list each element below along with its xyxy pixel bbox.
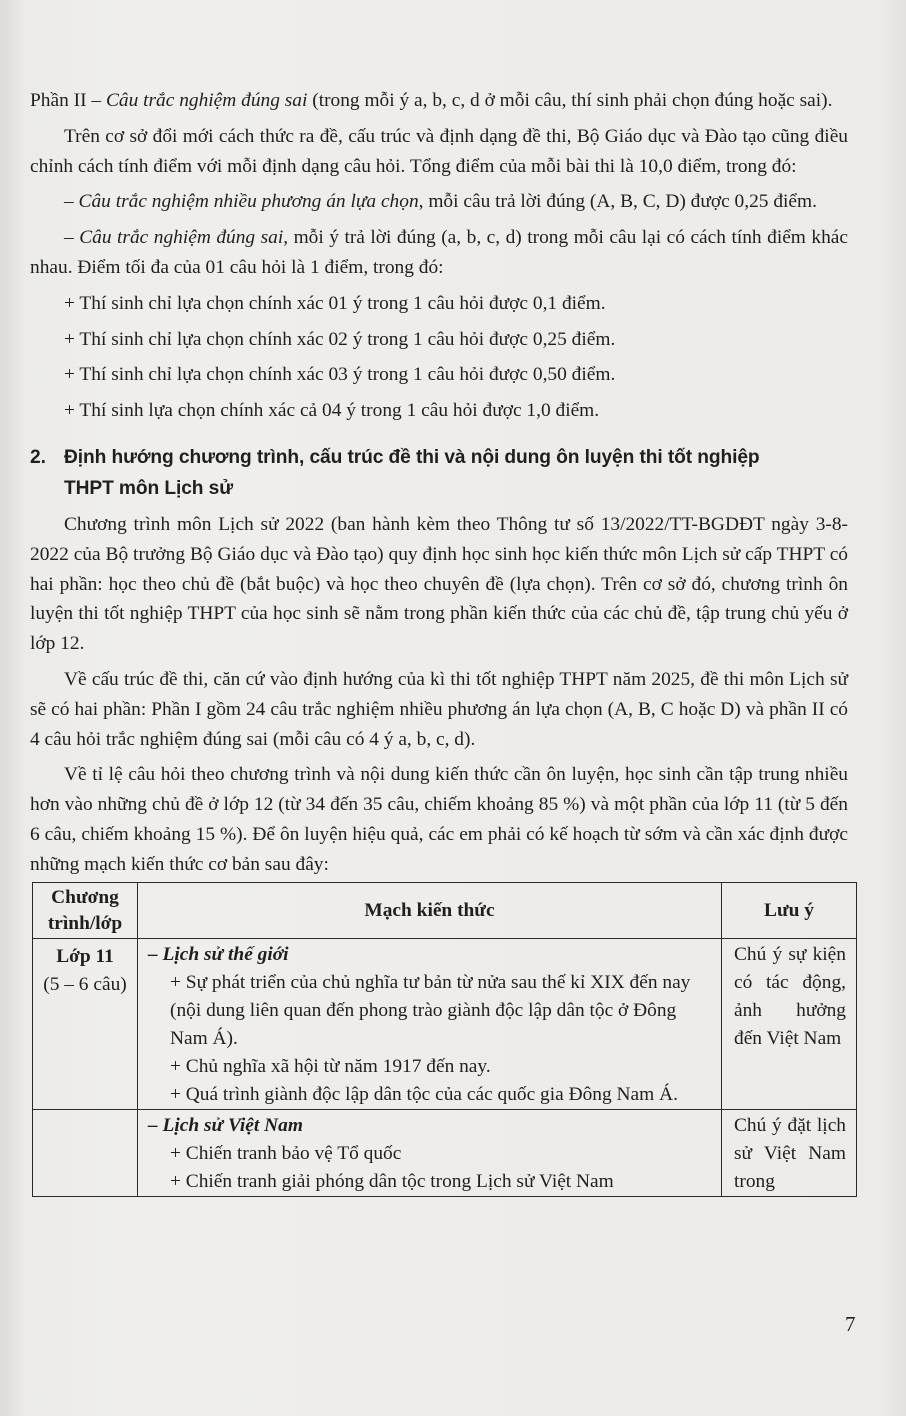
scoring-item: + Thí sinh chỉ lựa chọn chính xác 03 ý trong 1 câu hỏi được 0,50 điểm.	[64, 364, 616, 386]
section-title-line2: THPT môn Lịch sử	[64, 477, 233, 499]
program-paragraph: Chương trình môn Lịch sử 2022 (ban hành kèm theo Thông tư số 13/2022/TT-BGDĐT ngày 3-8-2022 của Bộ trưởng Bộ Giáo dục và Đào tạo) quy định học sinh học kiến thức môn Lịch sử cấp THPT có hai phần: học theo chủ đề (bắt buộc) và học theo chuyên đề (lựa chọn). Trên cơ sở đó, chương trình ôn luyện thi tốt nghiệp THPT của học sinh sẽ nằm trong phần kiến thức của các chủ đề, tập trung chủ yếu ở lớp 12.	[30, 513, 848, 655]
section-heading	[30, 442, 848, 504]
true-false-label: – Câu trắc nghiệm đúng sai	[64, 227, 284, 249]
table-header-row	[33, 883, 857, 939]
header-note: Lưu ý	[722, 883, 857, 939]
knowledge-item: + Chủ nghĩa xã hội từ năm 1917 đến nay.	[170, 1056, 491, 1077]
knowledge-item: + Chiến tranh bảo vệ Tổ quốc	[170, 1143, 402, 1164]
intro-part2-paragraph	[30, 86, 848, 116]
world-history-title: – Lịch sử thế giới	[148, 944, 289, 965]
knowledge-cell	[138, 1110, 722, 1197]
multiple-choice-label: – Câu trắc nghiệm nhiều phương án lựa chọn	[64, 191, 419, 213]
table-row	[33, 939, 857, 1110]
multiple-choice-paragraph	[30, 187, 848, 217]
note-cell: Chú ý đặt lịch sử Việt Nam trong	[722, 1110, 857, 1197]
knowledge-cell	[138, 939, 722, 1110]
section-number: 2.	[30, 446, 46, 468]
part2-type: Câu trắc nghiệm đúng sai	[105, 90, 308, 111]
knowledge-table	[32, 882, 857, 1197]
question-count: (5 – 6 câu)	[43, 974, 127, 995]
note-cell: Chú ý sự kiện có tác động, ảnh hưởng đến Việt Nam	[722, 939, 857, 1110]
scoring-item: + Thí sinh chỉ lựa chọn chính xác 02 ý trong 1 câu hỏi được 0,25 điểm.	[64, 328, 616, 350]
scoring-item: + Thí sinh chỉ lựa chọn chính xác 01 ý trong 1 câu hỏi được 0,1 điểm.	[64, 292, 606, 314]
page-number: 7	[845, 1312, 856, 1336]
table-row	[33, 1110, 857, 1197]
header-knowledge: Mạch kiến thức	[138, 883, 722, 939]
knowledge-item: + Chiến tranh giải phóng dân tộc trong Lịch sử Việt Nam	[170, 1171, 614, 1192]
grade-cell-empty	[33, 1110, 138, 1197]
true-false-paragraph	[30, 223, 848, 283]
part2-desc: (trong mỗi ý a, b, c, d ở mỗi câu, thí sinh phải chọn đúng hoặc sai).	[307, 90, 833, 111]
grade-cell	[33, 939, 138, 1110]
header-grade: Chương trình/lớp	[33, 883, 138, 939]
scoring-intro-paragraph: Trên cơ sở đổi mới cách thức ra đề, cấu trúc và định dạng đề thi, Bộ Giáo dục và Đào tạo cũng điều chỉnh cách tính điểm với mỗi định dạng câu hỏi. Tổng điểm của mỗi bài thi là 10,0 điểm, trong đó:	[30, 125, 848, 177]
true-false-desc: , mỗi ý trả lời đúng (a, b, c, d) trong mỗi câu lại có cách tính điểm khác nhau. Điểm tối đa của 01 câu hỏi là 1 điểm, trong đó:	[30, 227, 848, 278]
vietnam-history-title: – Lịch sử Việt Nam	[148, 1115, 303, 1136]
knowledge-item: + Quá trình giành độc lập dân tộc của các quốc gia Đông Nam Á.	[170, 1084, 678, 1105]
structure-paragraph: Về cấu trúc đề thi, căn cứ vào định hướng của kì thi tốt nghiệp THPT năm 2025, đề thi môn Lịch sử sẽ có hai phần: Phần I gồm 24 câu trắc nghiệm nhiều phương án lựa chọn (A, B, C hoặc D) và phần II có 4 câu hỏi trắc nghiệm đúng sai (mỗi câu có 4 ý a, b, c, d).	[30, 668, 848, 750]
part2-label: Phần II –	[30, 90, 106, 111]
scoring-item: + Thí sinh lựa chọn chính xác cả 04 ý trong 1 câu hỏi được 1,0 điểm.	[64, 400, 600, 422]
ratio-paragraph: Về tỉ lệ câu hỏi theo chương trình và nội dung kiến thức cần ôn luyện, học sinh cần tập trung nhiều hơn vào những chủ đề ở lớp 12 (từ 34 đến 35 câu, chiếm khoảng 85 %) và một phần của lớp 11 (từ 5 đến 6 câu, chiếm khoảng 15 %). Để ôn luyện hiệu quả, các em phải có kế hoạch từ sớm và cần xác định được những mạch kiến thức cơ bản sau đây:	[30, 764, 848, 875]
grade-label: Lớp 11	[56, 946, 114, 967]
knowledge-item: + Sự phát triển của chủ nghĩa tư bản từ nửa sau thế kỉ XIX đến nay (nội dung liên quan đến phong trào giành độc lập dân tộc ở Đông Nam Á).	[170, 972, 691, 1049]
section-title-line1: Định hướng chương trình, cấu trúc đề thi và nội dung ôn luyện thi tốt nghiệp	[64, 446, 760, 468]
multiple-choice-desc: , mỗi câu trả lời đúng (A, B, C, D) được 0,25 điểm.	[418, 191, 817, 213]
main-text	[30, 86, 848, 880]
